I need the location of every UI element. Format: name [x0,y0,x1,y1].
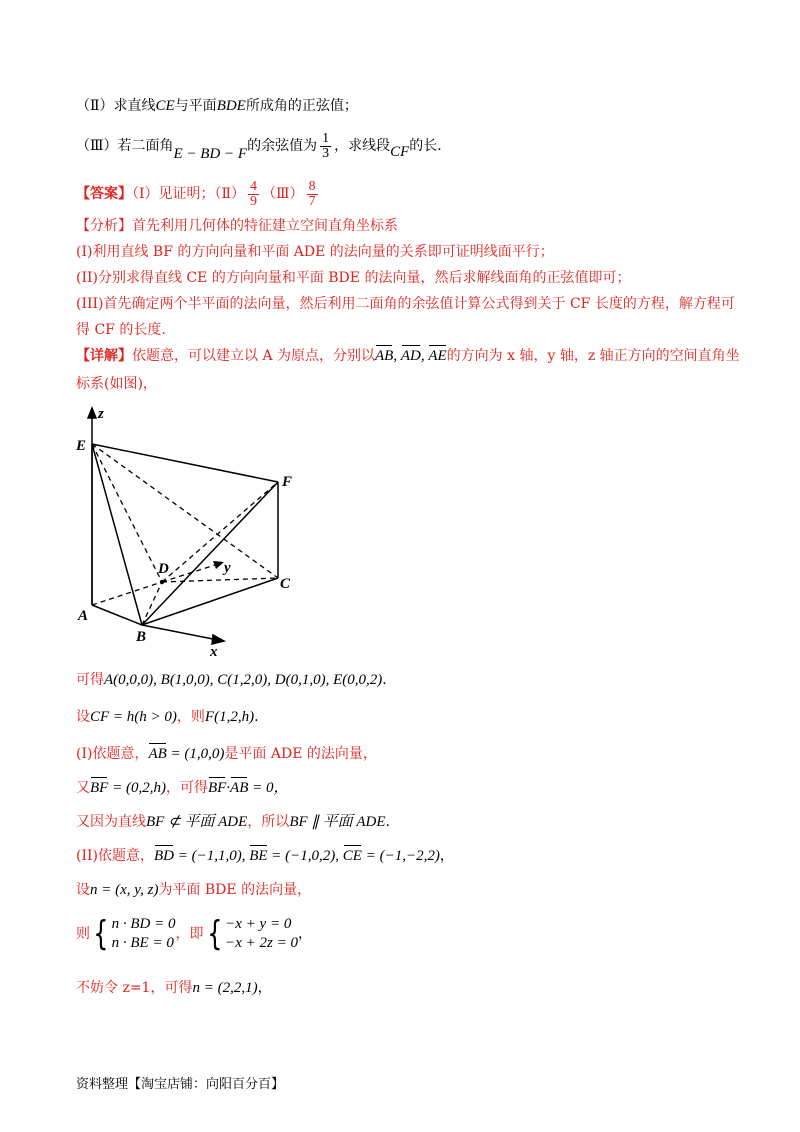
label-y: y [224,560,231,576]
answer-line: 【答案】（Ⅰ）见证明；（Ⅱ） $\frac{4}{9}$ （Ⅲ） $\frac{8}{7}$ [76,178,316,209]
edge-BF [142,482,278,625]
edge-ED [92,444,162,582]
part1-normal-line: (I)依题意，AB = (1,0,0)是平面 ADE 的法向量， [76,746,377,762]
point-D [160,580,164,584]
analysis-line-3b: 得 CF 的长度. [76,322,166,338]
y-axis [162,564,218,582]
question-part3: （Ⅲ）若二面角E − BD − F的余弦值为 $\frac{1}{3}$ ，求线段CF的长. [76,130,442,162]
label-D: D [158,561,169,577]
x-axis-arrow [212,635,224,644]
edge-BC [142,578,278,625]
analysis-line-2: (II)分别求得直线 CE 的方向向量和平面 BDE 的法向量，然后求解线面角的正弦值即可； [76,270,631,286]
part1-bf-line: 又BF = (0,2,h)，可得BF·AB = 0， [76,780,289,796]
geometry-figure [72,400,312,660]
equation-system-line: 则{ n · BD = 0 n · BE = 0 ，即{ −x + y = 0 −x + 2z = 0 ， [76,914,313,954]
analysis-line-3a: (III)首先确定两个半平面的法向量，然后利用二面角的余弦值计算公式得到关于 CF 长度的方程，解方程可 [76,296,735,312]
edge-DC [162,578,278,582]
label-x: x [210,644,218,660]
part2-vectors-line: (II)依题意，BD = (−1,1,0), BE = (−1,0,2), CE = (−1,−2,2)， [76,848,454,864]
analysis-line-1: (I)利用直线 BF 的方向向量和平面 ADE 的法向量的关系即可证明线面平行； [76,244,554,260]
fraction-four-ninths: $\frac{4}{9}$ [250,178,258,209]
edge-AD [92,582,162,605]
analysis-heading: 【分析】首先利用几何体的特征建立空间直角坐标系 [76,218,398,234]
part1-conclusion-line: 又因为直线BF ⊄ 平面 ADE，所以BF ∥ 平面 ADE. [76,814,390,830]
footer-text: 资料整理【淘宝店铺：向阳百分百】 [76,1077,285,1092]
y-axis-arrow [213,561,224,569]
z-axis-arrow [88,408,96,418]
edge-EB [92,444,142,625]
left-brace-icon: { [93,914,109,954]
detail-line-1: 【详解】依题意，可以建立以 A 为原点，分别以AB, AD, AE的方向为 x 轴，y 轴，z 轴正方向的空间直角坐 [76,348,740,364]
question-part2: （Ⅱ）求直线CE与平面BDE所成角的正弦值； [76,98,358,114]
label-C: C [280,576,291,592]
fraction-one-third: $\frac{1}{3}$ [322,130,330,161]
label-F: F [282,474,293,490]
set-h-line: 设CF = h(h > 0)，则F(1,2,h). [76,709,259,725]
system-a: n · BD = 0 n · BE = 0 [111,916,176,951]
label-z: z [98,406,104,422]
label-A: A [78,608,89,624]
label-B: B [136,629,147,645]
edge-DF [162,482,278,582]
edge-AB [92,605,142,625]
system-b: −x + y = 0 −x + 2z = 0 [225,916,299,951]
left-brace-icon: { [206,914,222,954]
label-E: E [76,438,87,454]
edge-EF [92,444,278,482]
fraction-eight-sevenths: $\frac{8}{7}$ [308,178,316,209]
normal-vector-def-line: 设n = (x, y, z)为平面 BDE 的法向量， [76,882,312,898]
normal-vector-result-line: 不妨令 z=1，可得n = (2,2,1)， [76,980,272,996]
coords-line: 可得A(0,0,0), B(1,0,0), C(1,2,0), D(0,1,0), E(0,0,2). [76,672,387,688]
x-axis [142,625,218,640]
detail-line-2: 标系(如图)， [76,376,157,392]
